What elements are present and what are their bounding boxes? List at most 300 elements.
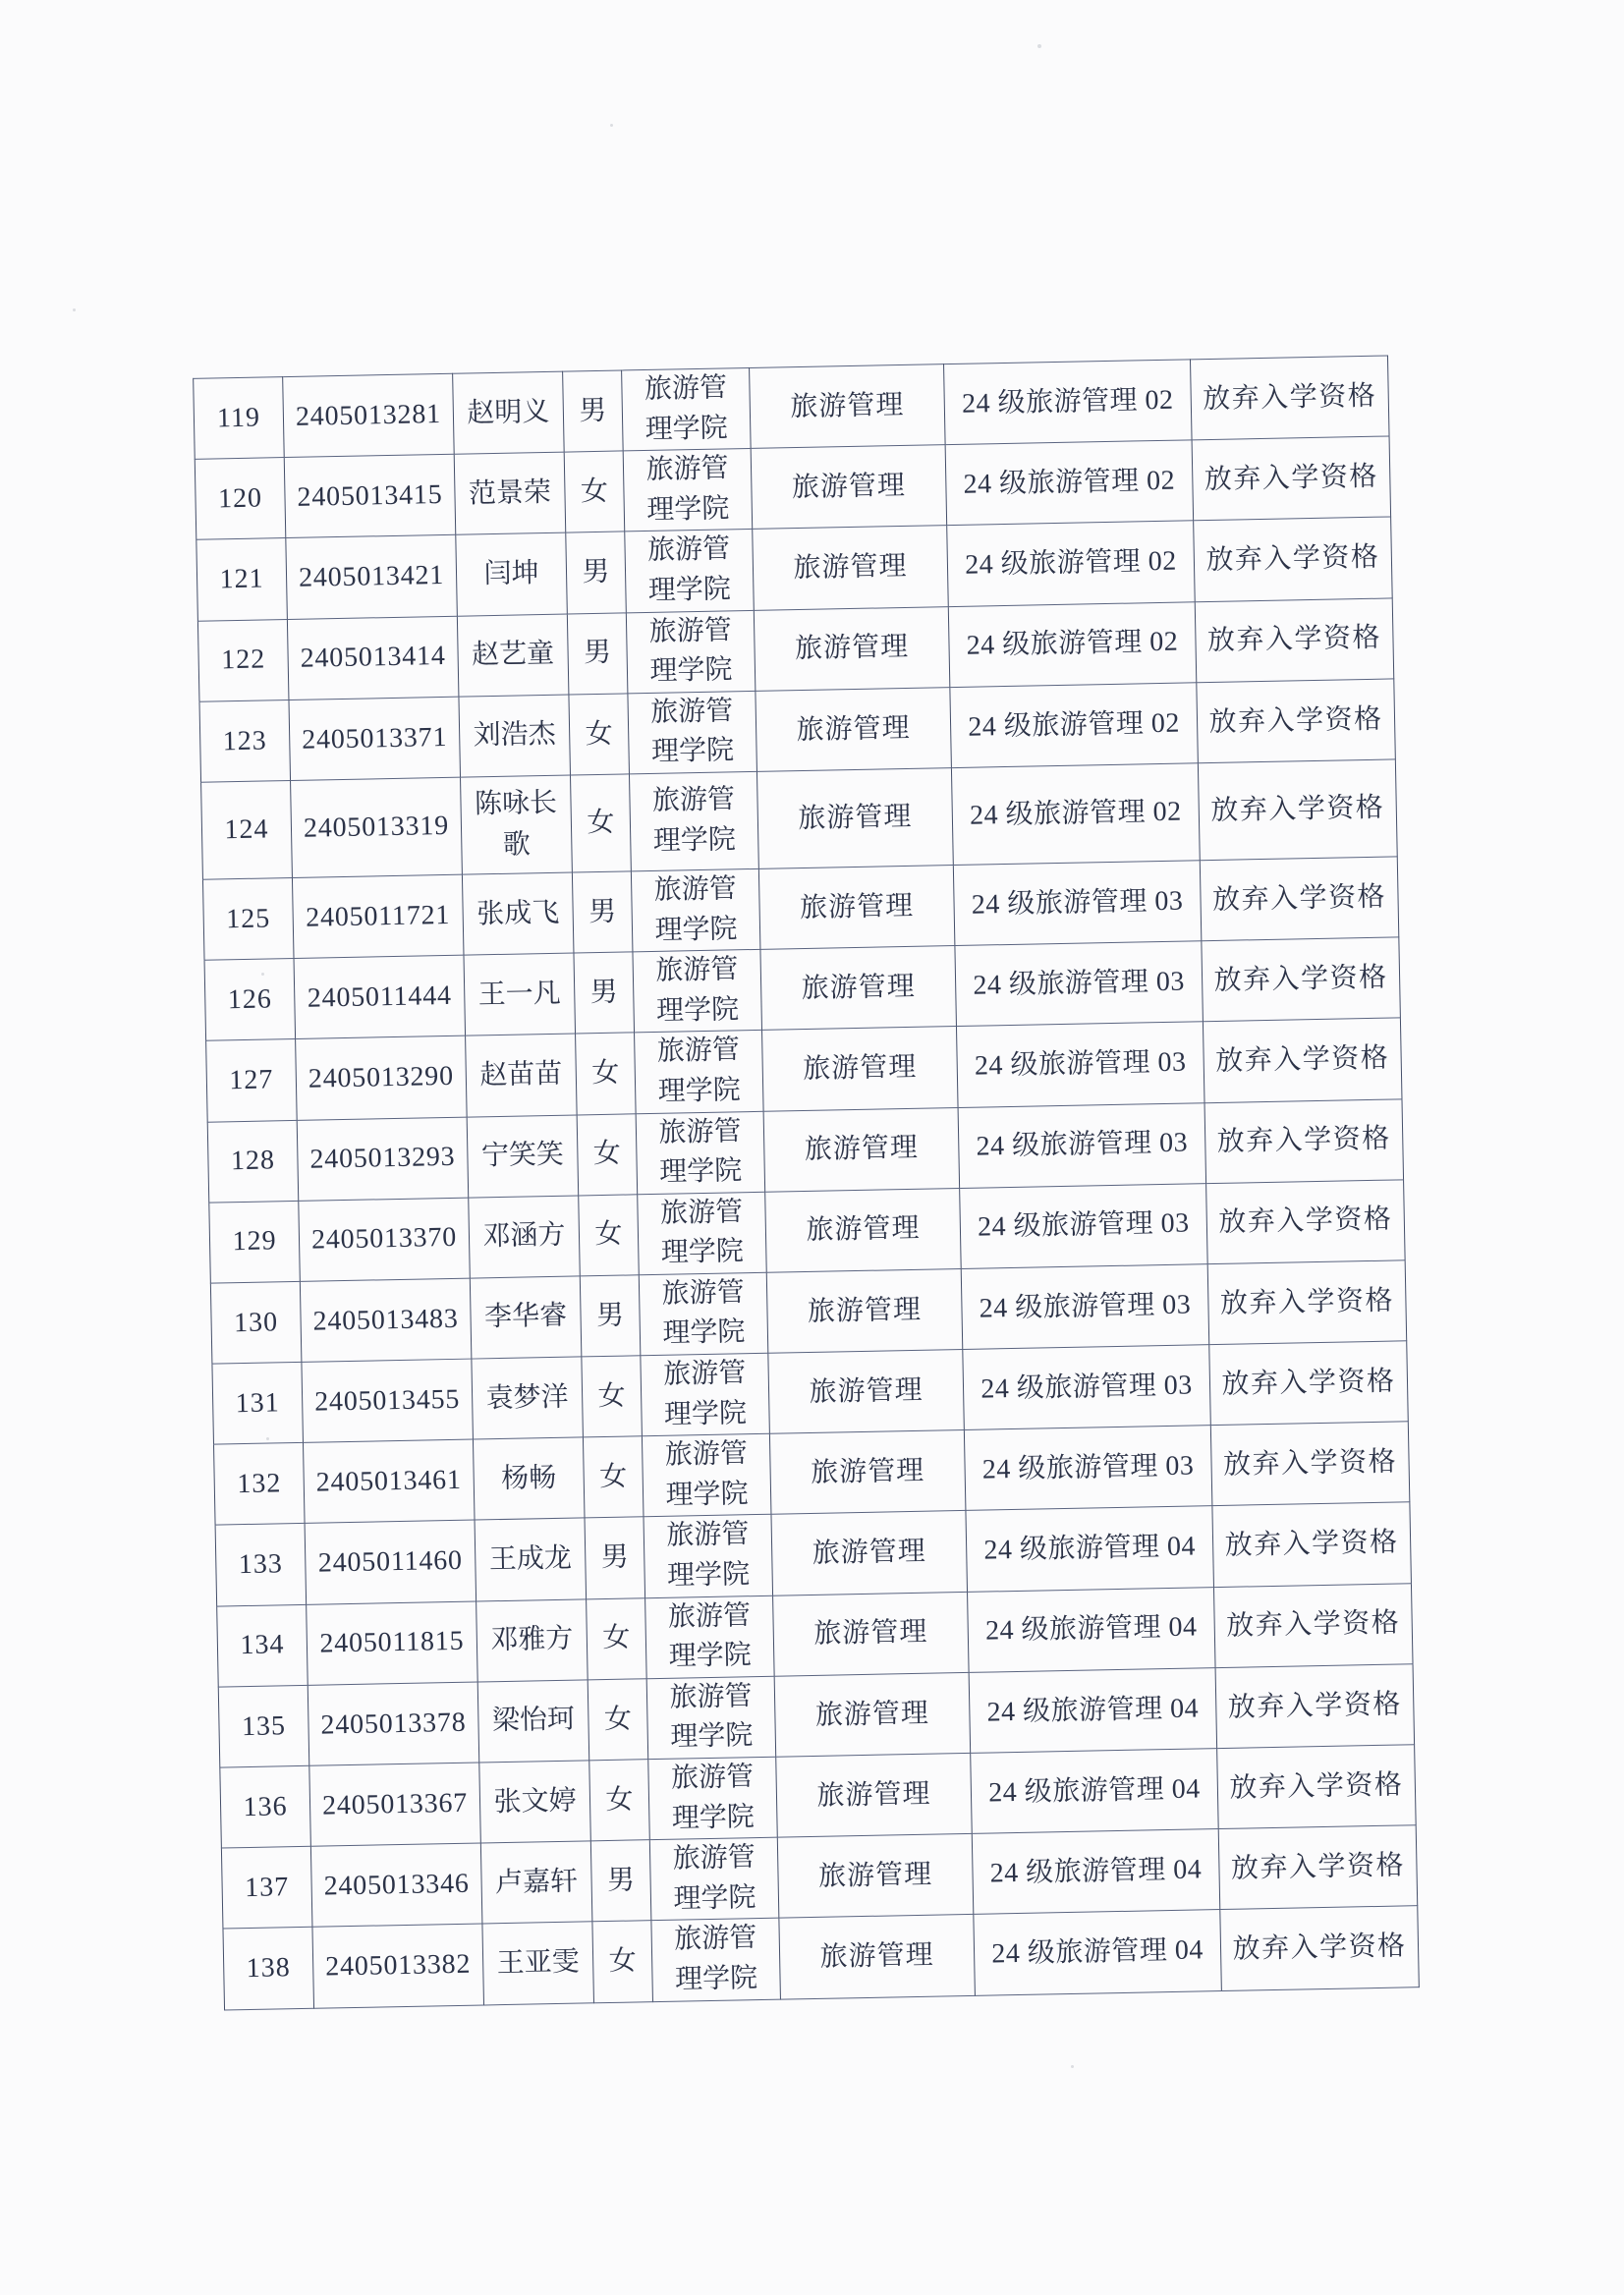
cell-no	[223, 1928, 314, 2010]
cell-text-college: 旅游管理学院	[651, 784, 737, 857]
cell-text-class: 24 级旅游管理 02	[961, 384, 1174, 420]
cell-text-student-id: 2405013382	[324, 1948, 472, 1983]
cell-text-student-id: 2405013370	[310, 1222, 458, 1257]
cell-major	[758, 866, 955, 950]
cell-student-id	[292, 874, 464, 958]
cell-text-college: 旅游管理学院	[669, 1680, 754, 1754]
cell-text-no: 134	[240, 1629, 285, 1661]
cell-gender	[572, 871, 633, 953]
cell-no	[217, 1604, 308, 1687]
cell-text-college: 旅游管理学院	[661, 1277, 746, 1350]
cell-text-status: 放弃入学资格	[1219, 1285, 1395, 1319]
cell-text-no: 132	[236, 1468, 282, 1500]
cell-text-gender: 女	[591, 1057, 620, 1090]
cell-text-student-id: 2405013319	[303, 811, 450, 844]
cell-text-no: 119	[216, 402, 261, 434]
cell-status	[1213, 1583, 1413, 1667]
cell-text-name: 王亚雯	[496, 1946, 580, 1980]
cell-text-major: 旅游管理	[819, 1939, 934, 1974]
cell-class	[958, 1102, 1206, 1188]
cell-gender	[585, 1517, 645, 1598]
cell-major	[779, 1915, 976, 1999]
cell-text-college: 旅游管理学院	[645, 453, 730, 526]
cell-status	[1210, 1422, 1410, 1506]
cell-gender	[564, 451, 625, 532]
cell-college	[646, 1676, 776, 1760]
cell-student-id	[297, 1117, 469, 1201]
cell-no	[212, 1362, 304, 1444]
cell-no	[218, 1685, 309, 1767]
cell-text-major: 旅游管理	[801, 971, 916, 1004]
cell-class	[951, 763, 1200, 866]
cell-class	[947, 521, 1196, 606]
cell-text-name: 张文婷	[493, 1785, 577, 1818]
cell-text-status: 放弃入学资格	[1210, 792, 1385, 827]
cell-text-student-id: 2405013455	[313, 1383, 461, 1418]
cell-name	[475, 1518, 587, 1600]
cell-text-college: 旅游管理学院	[670, 1762, 756, 1834]
cell-text-gender: 女	[597, 1380, 626, 1412]
cell-text-gender: 男	[582, 556, 610, 588]
cell-college	[645, 1595, 775, 1679]
cell-major	[762, 1027, 959, 1111]
cell-class	[969, 1667, 1217, 1753]
cell-text-major: 旅游管理	[790, 389, 905, 422]
cell-class	[961, 1264, 1209, 1350]
cell-text-name: 赵艺童	[471, 638, 555, 671]
cell-text-major: 旅游管理	[794, 632, 910, 665]
cell-name	[454, 452, 566, 534]
cell-student-id	[289, 697, 461, 780]
cell-no	[210, 1281, 302, 1364]
cell-text-name: 赵明义	[467, 396, 550, 429]
cell-student-id	[287, 616, 459, 700]
cell-text-class: 24 级旅游管理 04	[986, 1693, 1200, 1728]
cell-text-no: 124	[224, 813, 269, 846]
cell-class	[971, 1749, 1219, 1834]
cell-student-id	[294, 955, 466, 1038]
cell-text-gender: 男	[589, 977, 619, 1009]
cell-text-major: 旅游管理	[817, 1859, 933, 1892]
cell-text-no: 138	[246, 1952, 292, 1985]
cell-class	[963, 1345, 1211, 1430]
cell-text-class: 24 级旅游管理 04	[991, 1934, 1204, 1970]
cell-class	[968, 1587, 1216, 1672]
cell-text-no: 128	[230, 1145, 276, 1177]
cell-text-college: 旅游管理学院	[655, 954, 740, 1027]
cell-class	[945, 440, 1194, 526]
cell-text-name: 梁怡珂	[491, 1705, 576, 1737]
cell-gender	[580, 1275, 641, 1357]
cell-student-id	[305, 1520, 476, 1603]
cell-text-college: 旅游管理学院	[658, 1115, 743, 1188]
cell-class	[956, 1022, 1204, 1107]
cell-student-id	[286, 535, 458, 619]
cell-gender	[566, 532, 627, 613]
cell-text-class: 24 级旅游管理 04	[989, 1854, 1203, 1889]
cell-text-no: 130	[233, 1307, 279, 1338]
cell-major	[756, 687, 952, 771]
cell-name	[464, 953, 576, 1036]
cell-text-student-id: 2405013293	[309, 1142, 456, 1175]
cell-text-no: 125	[225, 903, 271, 935]
cell-text-status: 放弃入学资格	[1225, 1607, 1401, 1643]
cell-text-no: 123	[222, 725, 268, 756]
cell-status	[1207, 1260, 1407, 1345]
cell-text-student-id: 2405013281	[295, 398, 442, 432]
cell-text-status: 放弃入学资格	[1232, 1931, 1407, 1965]
student-roster-table	[193, 355, 1420, 2010]
cell-college	[651, 1919, 781, 2002]
cell-text-status: 放弃入学资格	[1213, 962, 1388, 996]
cell-college	[622, 367, 752, 451]
cell-text-gender: 女	[594, 1219, 623, 1251]
cell-text-college: 旅游管理学院	[649, 696, 735, 768]
scan-speck	[1071, 2065, 1074, 2068]
cell-student-id	[296, 1036, 468, 1119]
cell-gender	[583, 1436, 644, 1518]
cell-college	[623, 449, 753, 532]
scan-speck	[73, 308, 76, 311]
cell-name	[457, 614, 569, 697]
cell-major	[750, 364, 946, 449]
cell-student-id	[310, 1843, 482, 1927]
cell-text-name: 王成龙	[488, 1542, 573, 1576]
cell-text-major: 旅游管理	[804, 1133, 920, 1166]
cell-text-class: 24 级旅游管理 04	[983, 1531, 1197, 1566]
cell-major	[765, 1188, 962, 1272]
cell-student-id	[300, 1278, 472, 1362]
cell-text-student-id: 2405013414	[300, 641, 446, 675]
cell-college	[635, 1031, 764, 1114]
cell-text-status: 放弃入学资格	[1206, 623, 1382, 657]
cell-gender	[582, 1356, 643, 1437]
cell-no	[194, 377, 285, 460]
cell-text-no: 127	[229, 1064, 274, 1096]
cell-status	[1200, 857, 1399, 941]
cell-student-id	[302, 1359, 474, 1442]
cell-text-class: 24 级旅游管理 02	[969, 796, 1182, 831]
cell-name	[462, 872, 574, 955]
cell-student-id	[308, 1682, 479, 1765]
cell-text-class: 24 级旅游管理 02	[964, 545, 1177, 581]
cell-status	[1217, 1745, 1417, 1829]
cell-text-gender: 女	[585, 718, 613, 750]
cell-text-class: 24 级旅游管理 03	[974, 1046, 1187, 1082]
cell-status	[1195, 597, 1394, 682]
cell-text-status: 放弃入学资格	[1230, 1850, 1406, 1884]
cell-text-college: 旅游管理学院	[662, 1358, 748, 1430]
cell-text-gender: 女	[592, 1138, 622, 1170]
cell-status	[1206, 1180, 1406, 1264]
cell-student-id	[283, 373, 455, 457]
cell-student-id	[284, 454, 456, 537]
scan-speck	[1037, 44, 1041, 48]
cell-text-gender: 男	[595, 1300, 625, 1331]
cell-gender	[592, 1921, 653, 2002]
cell-text-status: 放弃入学资格	[1202, 380, 1377, 415]
cell-status	[1194, 517, 1393, 601]
student-table-body	[194, 356, 1420, 2010]
cell-college	[639, 1272, 768, 1356]
cell-gender	[570, 774, 631, 872]
cell-no	[209, 1201, 301, 1283]
cell-name	[453, 371, 565, 454]
cell-gender	[579, 1194, 640, 1275]
cell-name	[466, 1034, 578, 1116]
cell-text-major: 旅游管理	[806, 1213, 921, 1247]
cell-text-no: 126	[227, 983, 273, 1016]
cell-text-student-id: 2405011460	[317, 1545, 464, 1579]
cell-college	[628, 691, 757, 774]
cell-text-name: 宁笑笑	[480, 1139, 565, 1172]
cell-student-id	[303, 1439, 475, 1523]
cell-text-gender: 女	[602, 1622, 631, 1654]
cell-college	[638, 1192, 767, 1275]
cell-text-name: 刘浩杰	[473, 719, 556, 752]
cell-text-no: 121	[219, 563, 264, 595]
cell-class	[948, 601, 1197, 687]
cell-gender	[588, 1679, 648, 1761]
cell-text-no: 135	[241, 1709, 287, 1742]
cell-no	[201, 780, 293, 879]
cell-text-class: 24 级旅游管理 04	[987, 1773, 1201, 1809]
cell-status	[1209, 1341, 1409, 1426]
cell-gender	[569, 694, 630, 775]
cell-text-class: 24 级旅游管理 03	[979, 1289, 1192, 1324]
cell-major	[771, 1511, 968, 1595]
cell-text-gender: 女	[603, 1704, 633, 1735]
cell-text-class: 24 级旅游管理 03	[973, 966, 1186, 1001]
cell-class	[966, 1506, 1214, 1592]
cell-text-name: 卢嘉轩	[494, 1866, 579, 1898]
cell-college	[648, 1757, 778, 1840]
cell-gender	[563, 370, 624, 452]
cell-student-id	[312, 1924, 484, 2007]
cell-gender	[590, 1840, 651, 1922]
cell-text-status: 放弃入学资格	[1222, 1446, 1398, 1481]
cell-text-student-id: 2405013461	[315, 1464, 463, 1498]
cell-text-college: 旅游管理学院	[664, 1438, 749, 1511]
cell-no	[207, 1120, 299, 1203]
scan-speck	[610, 124, 613, 127]
cell-text-gender: 女	[598, 1461, 628, 1493]
cell-college	[636, 1111, 765, 1195]
cell-text-class: 24 级旅游管理 03	[981, 1450, 1195, 1485]
cell-name	[461, 775, 573, 874]
cell-name	[477, 1680, 589, 1763]
cell-status	[1220, 1906, 1420, 1990]
cell-college	[625, 530, 755, 613]
cell-no	[221, 1846, 312, 1929]
cell-gender	[574, 952, 635, 1034]
cell-text-major: 旅游管理	[793, 551, 908, 585]
cell-status	[1192, 436, 1391, 521]
cell-text-gender: 男	[579, 395, 607, 427]
cell-no	[215, 1524, 307, 1606]
cell-college	[644, 1515, 773, 1598]
cell-student-id	[307, 1601, 478, 1685]
cell-text-gender: 男	[588, 896, 617, 927]
cell-text-college: 旅游管理学院	[653, 873, 738, 946]
cell-gender	[577, 1113, 638, 1195]
cell-name	[456, 532, 568, 615]
cell-text-no: 122	[220, 644, 266, 676]
cell-no	[199, 700, 291, 782]
cell-text-major: 旅游管理	[796, 712, 911, 746]
cell-text-college: 旅游管理学院	[644, 372, 729, 445]
cell-text-major: 旅游管理	[810, 1455, 925, 1489]
cell-text-status: 放弃入学资格	[1216, 1123, 1392, 1158]
cell-status	[1203, 1018, 1402, 1102]
cell-text-no: 131	[235, 1387, 280, 1420]
cell-text-student-id: 2405013483	[312, 1303, 459, 1337]
cell-text-no: 129	[232, 1225, 277, 1258]
cell-text-major: 旅游管理	[807, 1294, 923, 1327]
cell-major	[751, 445, 947, 530]
cell-text-college: 旅游管理学院	[656, 1035, 741, 1107]
cell-class	[964, 1426, 1212, 1511]
cell-name	[467, 1114, 579, 1197]
cell-gender	[576, 1033, 637, 1114]
cell-text-student-id: 2405013371	[301, 721, 448, 756]
cell-text-student-id: 2405013367	[321, 1787, 469, 1821]
cell-text-gender: 男	[600, 1541, 630, 1574]
cell-college	[631, 868, 760, 952]
cell-class	[972, 1829, 1220, 1915]
cell-text-student-id: 2405013415	[297, 478, 443, 513]
cell-text-college: 旅游管理学院	[672, 1842, 756, 1915]
cell-text-no: 120	[217, 482, 263, 515]
cell-name	[472, 1357, 584, 1439]
cell-name	[479, 1761, 591, 1843]
cell-text-college: 旅游管理学院	[666, 1519, 751, 1592]
cell-text-class: 24 级旅游管理 02	[963, 465, 1176, 500]
cell-student-id	[291, 777, 463, 877]
cell-text-major: 旅游管理	[799, 890, 915, 924]
cell-text-name: 张成飞	[476, 897, 560, 929]
cell-text-student-id: 2405013290	[308, 1060, 455, 1094]
cell-text-name: 范景荣	[468, 476, 552, 510]
cell-name	[459, 695, 571, 777]
cell-text-name: 邓涵方	[482, 1219, 566, 1253]
cell-status	[1190, 356, 1389, 440]
cell-major	[756, 768, 953, 869]
cell-text-major: 旅游管理	[791, 470, 907, 504]
cell-status	[1202, 937, 1401, 1022]
cell-student-id	[299, 1198, 471, 1281]
cell-text-gender: 女	[587, 807, 615, 839]
cell-text-class: 24 级旅游管理 03	[971, 885, 1184, 921]
cell-class	[974, 1910, 1222, 1995]
cell-text-status: 放弃入学资格	[1218, 1204, 1393, 1239]
cell-text-gender: 女	[608, 1945, 637, 1978]
cell-text-college: 旅游管理学院	[648, 614, 733, 688]
cell-class	[960, 1183, 1208, 1268]
cell-gender	[567, 612, 628, 694]
cell-status	[1197, 679, 1396, 763]
cell-college	[642, 1434, 771, 1518]
cell-name	[473, 1437, 585, 1520]
cell-text-no: 137	[244, 1872, 290, 1904]
cell-text-student-id: 2405013346	[323, 1868, 470, 1902]
cell-text-name: 杨畅	[500, 1462, 557, 1494]
cell-no	[204, 959, 296, 1041]
cell-text-status: 放弃入学资格	[1204, 461, 1379, 496]
cell-major	[768, 1350, 965, 1434]
cell-status	[1215, 1664, 1415, 1749]
cell-text-college: 旅游管理学院	[659, 1196, 745, 1269]
cell-text-major: 旅游管理	[812, 1536, 927, 1570]
cell-text-no: 133	[238, 1548, 284, 1581]
cell-text-name: 陈咏长歌	[474, 787, 558, 861]
cell-text-status: 放弃入学资格	[1227, 1689, 1403, 1723]
cell-text-gender: 女	[580, 476, 609, 508]
cell-college	[649, 1837, 779, 1921]
cell-college	[641, 1353, 770, 1436]
cell-class	[953, 861, 1202, 946]
cell-text-status: 放弃入学资格	[1224, 1527, 1399, 1562]
cell-class	[950, 683, 1199, 768]
cell-name	[470, 1276, 582, 1359]
cell-no	[206, 1039, 298, 1122]
cell-text-class: 24 级旅游管理 04	[984, 1611, 1198, 1647]
cell-text-status: 放弃入学资格	[1221, 1366, 1396, 1400]
cell-gender	[589, 1760, 650, 1841]
cell-status	[1212, 1502, 1412, 1587]
cell-text-gender: 女	[605, 1784, 634, 1816]
cell-major	[754, 606, 950, 691]
cell-text-major: 旅游管理	[814, 1698, 930, 1731]
cell-text-student-id: 2405013421	[298, 560, 445, 593]
cell-text-status: 放弃入学资格	[1214, 1042, 1390, 1078]
cell-text-no: 136	[243, 1791, 288, 1822]
cell-text-name: 李华睿	[483, 1301, 568, 1333]
cell-college	[633, 949, 762, 1033]
cell-major	[774, 1672, 971, 1757]
cell-no	[214, 1443, 306, 1526]
cell-status	[1218, 1825, 1418, 1910]
cell-text-status: 放弃入学资格	[1229, 1769, 1404, 1804]
cell-college	[626, 610, 756, 694]
cell-text-class: 24 级旅游管理 03	[980, 1370, 1194, 1405]
cell-text-college: 旅游管理学院	[646, 533, 732, 606]
cell-text-gender: 男	[606, 1865, 636, 1896]
cell-major	[769, 1430, 966, 1515]
cell-text-name: 赵苗苗	[479, 1058, 563, 1092]
cell-text-college: 旅游管理学院	[667, 1599, 753, 1672]
cell-text-student-id: 2405011721	[305, 899, 451, 933]
cell-text-college: 旅游管理学院	[673, 1923, 758, 1995]
cell-text-gender: 男	[583, 638, 612, 669]
cell-major	[760, 946, 957, 1031]
cell-major	[776, 1753, 973, 1837]
cell-name	[476, 1599, 588, 1682]
cell-text-class: 24 级旅游管理 03	[976, 1127, 1189, 1162]
cell-text-name: 邓雅方	[490, 1623, 574, 1656]
cell-no	[197, 619, 289, 701]
cell-text-major: 旅游管理	[816, 1778, 931, 1812]
cell-no	[202, 877, 294, 960]
cell-college	[629, 771, 758, 870]
cell-text-student-id: 2405011444	[307, 980, 453, 1014]
cell-text-major: 旅游管理	[809, 1374, 924, 1408]
cell-gender	[587, 1597, 647, 1679]
cell-text-name: 袁梦洋	[485, 1381, 569, 1414]
cell-major	[753, 526, 949, 610]
cell-text-name: 王一凡	[477, 978, 562, 1011]
cell-text-class: 24 级旅游管理 03	[977, 1208, 1190, 1244]
